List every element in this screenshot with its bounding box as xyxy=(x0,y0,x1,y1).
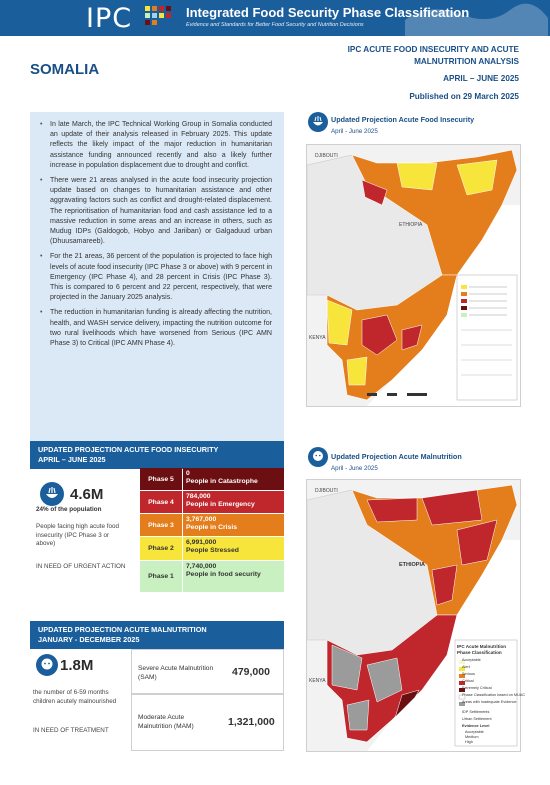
amn-cta: IN NEED OF TREATMENT xyxy=(33,727,109,734)
map2-legend-item: Areas with Inadequate Evidence xyxy=(462,700,517,704)
phase-description: People Stressed xyxy=(186,547,239,554)
header-bar xyxy=(0,0,550,36)
phase-value xyxy=(183,514,284,537)
phase-value xyxy=(183,491,284,514)
phase-label: Phase 4 xyxy=(140,491,182,514)
afi-map-graphic xyxy=(307,145,520,406)
map2-label-djibouti: DJIBOUTI xyxy=(315,488,338,494)
afi-total: 4.6M xyxy=(70,486,104,503)
map2-legend-item: Serious xyxy=(462,672,475,676)
map2-legend-item: High xyxy=(465,740,473,744)
header-title: Integrated Food Security Phase Classification xyxy=(186,5,470,20)
phase-description: People in food security xyxy=(186,571,261,578)
phase-description: People in Crisis xyxy=(186,524,237,531)
header-subtitle: Evidence and Standards for Better Food Security and Nutrition Decisions xyxy=(186,22,364,28)
map2-legend-item: IDP Settlements xyxy=(462,710,490,714)
report-published-date: Published on 29 March 2025 xyxy=(409,92,519,101)
map1-label-kenya: KENYA xyxy=(309,335,326,341)
report-period: APRIL – JUNE 2025 xyxy=(443,74,519,83)
sam-value: 479,000 xyxy=(232,666,270,678)
child-icon xyxy=(36,654,58,676)
map2-legend-item: Alert xyxy=(462,665,470,669)
summary-bullet: • The reduction in humanitarian funding is already affecting the nutrition, health, and WASH service delivery, impacting the nutrition outcome for two rural livelihoods which have worsened from Serious (IPC AMN Phase 3) to Critical (IPC AMN Phase 4). xyxy=(40,308,272,349)
sam-label: Severe Acute Malnutrition (SAM) xyxy=(138,665,214,681)
map2-label-ethiopia: ETHIOPIA xyxy=(399,562,425,568)
amn-heading-line1: UPDATED PROJECTION ACUTE MALNUTRITION xyxy=(38,625,207,634)
mam-label: Moderate Acute Malnutrition (MAM) xyxy=(138,714,194,730)
country-title: SOMALIA xyxy=(30,61,100,78)
afi-section-heading xyxy=(30,441,284,469)
phase-label: Phase 3 xyxy=(140,514,182,537)
phase-value xyxy=(183,537,284,561)
summary-bullet: • There were 21 areas analysed in the acute food insecurity projection update based on changes to humanitarian assistance and other aggravating factors such as conflict and drought-related displacement. The reprioritisation of humanitarian food and cash assistance led to a massive reduction in some areas and an increase in others, such as Mudug IDPs (Galdogob, Hobyo and Jariiban) or Galgaduud urban (Dhuusamareeb). xyxy=(40,176,272,247)
map2-legend-item: Acceptable xyxy=(465,730,484,734)
phase-population: 784,000 xyxy=(186,493,211,500)
phase-population: 3,767,000 xyxy=(186,516,217,523)
phase-label: Phase 5 xyxy=(140,468,182,491)
phase-label: Phase 1 xyxy=(140,561,182,593)
map2-legend-item: Phase Classification based on MUAC xyxy=(462,693,526,697)
afi-description: People facing high acute food insecurity (IPC Phase 3 or above) xyxy=(36,523,119,548)
map2-title: Updated Projection Acute Malnutrition xyxy=(331,452,462,461)
amn-total: 1.8M xyxy=(60,657,94,674)
summary-bullet: • For the 21 areas, 36 percent of the population is projected to face high levels of acute food insecurity (IPC Phase 3 or above) with 9 percent in Emergency (IPC Phase 4), and 28 percent in Crisis (IPC Phase 3). This is compared to 6 percent and 22 percent, respectively, that were projected in the January 2025 analysis. xyxy=(40,252,272,303)
summary-bullet: • In late March, the IPC Technical Working Group in Somalia conducted an update of their analysis released in February 2025. This update reflects the likely impact of the major reduction in humanitarian assistance funding announced recently and also a likely further increase in population displacement due to drought and conflict. xyxy=(40,120,272,171)
food-bowl-icon xyxy=(40,482,64,506)
map1-label-djibouti: DJIBOUTI xyxy=(315,153,338,159)
phase-population: 0 xyxy=(186,470,190,477)
food-bowl-icon xyxy=(308,112,328,132)
amn-description: the number of 6-59 months children acutely malnourished xyxy=(33,689,117,705)
amn-map xyxy=(306,479,526,752)
report-title: IPC ACUTE FOOD INSECURITY AND ACUTE MALNUTRITION ANALYSIS xyxy=(347,45,519,66)
afi-cta: IN NEED OF URGENT ACTION xyxy=(36,563,126,570)
afi-total-percent: 24% of the population xyxy=(36,506,102,513)
map2-legend-title: IPC Acute Malnutrition Phase Classification xyxy=(457,644,507,655)
afi-heading-line1: UPDATED PROJECTION ACUTE FOOD INSECURITY xyxy=(38,445,219,454)
phase-value xyxy=(183,561,284,593)
map2-legend-item: Extremely Critical xyxy=(462,686,492,690)
map2-period: April - June 2025 xyxy=(331,465,378,472)
ipc-logo-squares-icon xyxy=(145,6,179,30)
phase-description: People in Emergency xyxy=(186,501,255,508)
afi-heading-line2: APRIL – JUNE 2025 xyxy=(38,455,106,464)
afi-map xyxy=(306,144,521,407)
map1-title: Updated Projection Acute Food Insecurity xyxy=(331,115,475,124)
map1-period: April - June 2025 xyxy=(331,128,378,135)
map2-label-kenya: KENYA xyxy=(309,678,326,684)
phase-population: 6,991,000 xyxy=(186,539,217,546)
phase-description: People in Catastrophe xyxy=(186,478,258,485)
map2-legend-item: Acceptable xyxy=(462,658,481,662)
map2-legend-item: Evidence Level xyxy=(462,724,490,728)
phase-label: Phase 2 xyxy=(140,537,182,561)
ipc-logo: IPC xyxy=(86,3,133,34)
map1-label-ethiopia: ETHIOPIA xyxy=(399,222,423,228)
map2-legend-item: Medium xyxy=(465,735,479,739)
summary-box xyxy=(30,112,284,446)
map2-legend-item: Urban Settlement xyxy=(462,717,492,721)
phase-value xyxy=(183,468,284,491)
amn-section-heading xyxy=(30,621,284,649)
child-icon xyxy=(308,447,328,467)
map2-legend-item: Critical xyxy=(462,679,474,683)
mam-value: 1,321,000 xyxy=(228,716,275,728)
phase-population: 7,740,000 xyxy=(186,563,217,570)
amn-heading-line2: JANUARY - DECEMBER 2025 xyxy=(38,635,140,644)
